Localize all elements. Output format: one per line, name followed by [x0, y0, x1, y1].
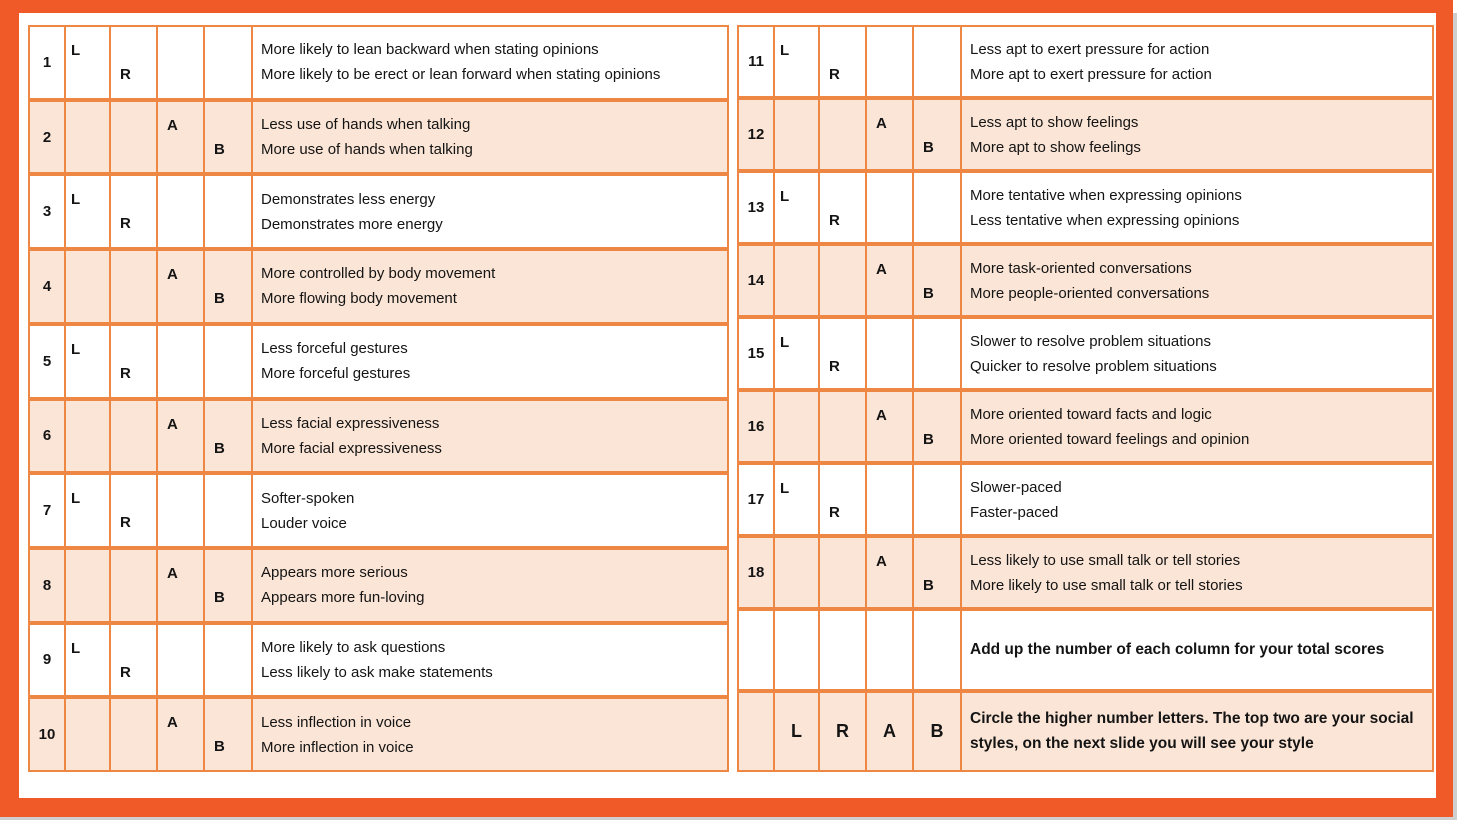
survey-row-8 — [28, 548, 729, 623]
choice-l-cell — [775, 538, 820, 607]
survey-row-4 — [28, 249, 729, 324]
circle-letters-instruction: Circle the higher number letters. The top two are your social styles, on the next slide you will see your style — [970, 710, 1414, 753]
choice-l-cell — [775, 392, 820, 461]
choice-a-cell — [158, 475, 205, 546]
choice-b-cell — [914, 465, 962, 534]
description-line-2: Appears more fun-loving — [261, 589, 425, 607]
choice-a-cell — [158, 326, 205, 397]
description-line-2: More likely to use small talk or tell stories — [970, 576, 1243, 594]
empty-a-cell — [867, 611, 914, 689]
choice-r-cell — [820, 100, 867, 169]
survey-row-14 — [737, 244, 1434, 317]
description-cell — [253, 251, 727, 322]
choice-a-cell — [158, 625, 205, 696]
empty-r-cell — [820, 611, 867, 689]
choice-b-cell[interactable]: B — [205, 251, 253, 322]
choice-b-cell — [205, 27, 253, 98]
choice-b-cell[interactable]: B — [914, 538, 962, 607]
description-cell — [253, 326, 727, 397]
description-line-1: More controlled by body movement — [261, 265, 496, 283]
choice-b-cell — [205, 176, 253, 247]
choice-l-cell — [66, 401, 111, 472]
row-number: 4 — [30, 251, 66, 322]
choice-l-cell — [66, 699, 111, 770]
description-line-2: Demonstrates more energy — [261, 215, 443, 233]
survey-table-left — [28, 25, 729, 772]
choice-r-cell[interactable]: R — [111, 176, 158, 247]
description-line-1: More likely to lean backward when stating opinions — [261, 41, 599, 59]
description-line-2: More use of hands when talking — [261, 141, 473, 159]
total-letter-r[interactable]: R — [820, 693, 867, 771]
row-number: 3 — [30, 176, 66, 247]
description-cell — [253, 102, 727, 173]
description-cell — [253, 27, 727, 98]
choice-r-cell — [820, 246, 867, 315]
description-cell — [253, 401, 727, 472]
row-number: 6 — [30, 401, 66, 472]
row-number: 11 — [739, 27, 775, 96]
survey-row-1 — [28, 25, 729, 100]
choice-b-cell[interactable]: B — [914, 246, 962, 315]
survey-row-13 — [737, 171, 1434, 244]
description-cell — [962, 27, 1432, 96]
choice-l-cell — [66, 251, 111, 322]
choice-r-cell[interactable]: R — [820, 173, 867, 242]
row-number: 9 — [30, 625, 66, 696]
description-line-1: More oriented toward facts and logic — [970, 405, 1212, 423]
choice-l-cell — [66, 550, 111, 621]
description-line-1: More tentative when expressing opinions — [970, 186, 1242, 204]
survey-row-6 — [28, 399, 729, 474]
choice-b-cell — [914, 27, 962, 96]
survey-row-11 — [737, 25, 1434, 98]
row-number: 15 — [739, 319, 775, 388]
empty-number-cell — [739, 611, 775, 689]
choice-b-cell[interactable]: B — [205, 699, 253, 770]
choice-r-cell — [111, 699, 158, 770]
survey-row-3 — [28, 174, 729, 249]
survey-row-18 — [737, 536, 1434, 609]
row-number: 13 — [739, 173, 775, 242]
survey-row-16 — [737, 390, 1434, 463]
choice-a-cell[interactable]: A — [867, 100, 914, 169]
choice-b-cell[interactable]: B — [914, 100, 962, 169]
survey-row-12 — [737, 98, 1434, 171]
description-cell — [253, 699, 727, 770]
choice-a-cell — [158, 27, 205, 98]
choice-a-cell[interactable]: A — [158, 401, 205, 472]
description-cell — [253, 475, 727, 546]
description-line-1: Slower-paced — [970, 478, 1062, 496]
description-line-2: More people-oriented conversations — [970, 284, 1210, 302]
description-line-2: More flowing body movement — [261, 290, 457, 308]
description-cell — [962, 173, 1432, 242]
choice-a-cell — [867, 173, 914, 242]
description-line-1: Less apt to show feelings — [970, 113, 1139, 131]
survey-row-15 — [737, 317, 1434, 390]
description-cell — [962, 538, 1432, 607]
choice-l-cell[interactable]: L — [775, 319, 820, 388]
choice-a-cell — [158, 176, 205, 247]
description-line-1: Softer-spoken — [261, 489, 355, 507]
row-number: 12 — [739, 100, 775, 169]
choice-b-cell — [914, 319, 962, 388]
row-number: 18 — [739, 538, 775, 607]
description-line-2: More apt to exert pressure for action — [970, 65, 1212, 83]
total-letter-b[interactable]: B — [914, 693, 962, 771]
choice-b-cell[interactable]: B — [205, 550, 253, 621]
row-number: 16 — [739, 392, 775, 461]
description-line-1: More task-oriented conversations — [970, 259, 1192, 277]
choice-l-cell[interactable]: L — [66, 176, 111, 247]
description-cell — [962, 319, 1432, 388]
choice-a-cell[interactable]: A — [158, 699, 205, 770]
choice-a-cell[interactable]: A — [867, 246, 914, 315]
description-cell — [962, 246, 1432, 315]
choice-b-cell[interactable]: B — [914, 392, 962, 461]
description-line-1: Less use of hands when talking — [261, 116, 471, 134]
choice-r-cell[interactable]: R — [820, 27, 867, 96]
description-line-2: More apt to show feelings — [970, 138, 1141, 156]
description-line-1: Less apt to exert pressure for action — [970, 40, 1210, 58]
total-letter-l[interactable]: L — [775, 693, 820, 771]
screenshot-right-edge — [1453, 13, 1457, 820]
survey-row-5 — [28, 324, 729, 399]
choice-r-cell — [111, 401, 158, 472]
choice-b-cell — [205, 625, 253, 696]
row-number: 8 — [30, 550, 66, 621]
description-line-1: Less facial expressiveness — [261, 414, 440, 432]
choice-r-cell[interactable]: R — [820, 465, 867, 534]
choice-l-cell[interactable]: L — [775, 173, 820, 242]
choice-r-cell — [820, 392, 867, 461]
survey-row-2 — [28, 100, 729, 175]
row-number: 2 — [30, 102, 66, 173]
description-line-2: Quicker to resolve problem situations — [970, 357, 1217, 375]
description-line-1: Less forceful gestures — [261, 340, 408, 358]
choice-b-cell — [205, 326, 253, 397]
choice-r-cell — [111, 550, 158, 621]
choice-r-cell — [820, 538, 867, 607]
description-line-2: More likely to be erect or lean forward when stating opinions — [261, 66, 661, 84]
choice-a-cell — [867, 27, 914, 96]
row-number: 7 — [30, 475, 66, 546]
description-cell — [962, 100, 1432, 169]
choice-l-cell[interactable]: L — [66, 326, 111, 397]
choice-b-cell — [914, 173, 962, 242]
empty-number-cell — [739, 693, 775, 771]
description-cell — [253, 550, 727, 621]
row-number: 17 — [739, 465, 775, 534]
choice-a-cell[interactable]: A — [158, 251, 205, 322]
choice-l-cell — [66, 102, 111, 173]
row-number: 5 — [30, 326, 66, 397]
choice-b-cell[interactable]: B — [205, 102, 253, 173]
choice-l-cell[interactable]: L — [775, 465, 820, 534]
description-cell — [253, 176, 727, 247]
description-line-1: Less inflection in voice — [261, 713, 412, 731]
description-line-1: Less likely to use small talk or tell stories — [970, 551, 1241, 569]
row-number: 10 — [30, 699, 66, 770]
choice-l-cell[interactable]: L — [66, 625, 111, 696]
description-line-2: Less likely to ask make statements — [261, 663, 493, 681]
choice-r-cell[interactable]: R — [111, 475, 158, 546]
description-cell — [253, 625, 727, 696]
choice-r-cell[interactable]: R — [820, 319, 867, 388]
description-line-1: More likely to ask questions — [261, 638, 446, 656]
survey-row-9 — [28, 623, 729, 698]
choice-a-cell[interactable]: A — [867, 538, 914, 607]
description-line-1: Slower to resolve problem situations — [970, 332, 1211, 350]
choice-r-cell[interactable]: R — [111, 326, 158, 397]
choice-l-cell — [775, 100, 820, 169]
choice-l-cell[interactable]: L — [66, 27, 111, 98]
row-number: 14 — [739, 246, 775, 315]
choice-r-cell[interactable]: R — [111, 625, 158, 696]
choice-l-cell[interactable]: L — [775, 27, 820, 96]
choice-a-cell — [867, 319, 914, 388]
choice-b-cell[interactable]: B — [205, 401, 253, 472]
description-cell — [962, 465, 1432, 534]
survey-row-17 — [737, 463, 1434, 536]
choice-l-cell — [775, 246, 820, 315]
description-line-2: Louder voice — [261, 514, 347, 532]
choice-a-cell[interactable]: A — [158, 550, 205, 621]
empty-l-cell — [775, 611, 820, 689]
survey-row-7 — [28, 473, 729, 548]
description-line-1: Demonstrates less energy — [261, 190, 436, 208]
empty-b-cell — [914, 611, 962, 689]
choice-a-cell[interactable]: A — [867, 392, 914, 461]
description-cell — [962, 392, 1432, 461]
description-line-2: More oriented toward feelings and opinion — [970, 430, 1250, 448]
row-number: 1 — [30, 27, 66, 98]
description-line-2: Faster-paced — [970, 503, 1059, 521]
description-line-2: Less tentative when expressing opinions — [970, 211, 1240, 229]
choice-a-cell — [867, 465, 914, 534]
survey-table-right — [737, 25, 1434, 772]
choice-a-cell[interactable]: A — [158, 102, 205, 173]
total-letter-a[interactable]: A — [867, 693, 914, 771]
choice-r-cell[interactable]: R — [111, 27, 158, 98]
total-scores-row — [737, 609, 1434, 691]
description-line-2: More inflection in voice — [261, 738, 414, 756]
description-line-1: Appears more serious — [261, 564, 408, 582]
choice-l-cell[interactable]: L — [66, 475, 111, 546]
choice-b-cell — [205, 475, 253, 546]
total-scores-instruction: Add up the number of each column for your total scores — [970, 641, 1385, 659]
survey-row-10 — [28, 697, 729, 772]
description-line-2: More forceful gestures — [261, 365, 411, 383]
description-line-2: More facial expressiveness — [261, 439, 442, 457]
circle-letters-row — [737, 691, 1434, 773]
choice-r-cell — [111, 251, 158, 322]
choice-r-cell — [111, 102, 158, 173]
